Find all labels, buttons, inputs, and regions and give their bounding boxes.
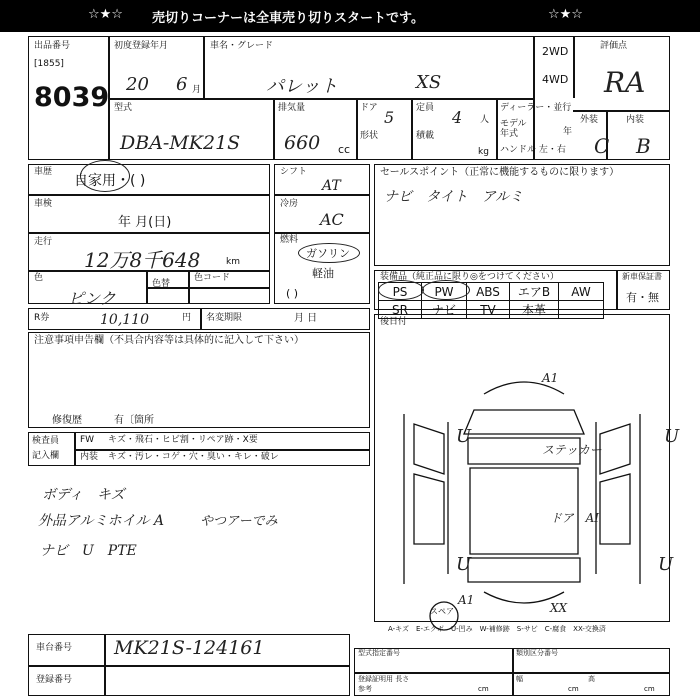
class-label: 類別区分番号 [516, 649, 558, 657]
fuel-circle-mark [298, 243, 360, 263]
displacement-unit: cc [338, 143, 351, 156]
comment-3: ナビ U PTE [40, 543, 137, 559]
shift-value: AT [322, 178, 341, 194]
chassis-value: MK21S-124161 [114, 637, 265, 659]
equip-leather: 本革 [510, 301, 559, 319]
diagram-mark-a1-rear: A1 [458, 593, 475, 607]
displacement-value: 660 [284, 132, 321, 154]
width-label: 幅 [516, 675, 523, 683]
recycle-unit: 円 [182, 313, 192, 323]
diagram-right-front-door [600, 424, 630, 474]
aircon-value: AC [320, 210, 344, 229]
banner-stars-left: ☆★☆ [88, 7, 123, 22]
notes-label: 注意事項申告欄（不具合内容等は具体的に記入して下さい） [34, 335, 304, 346]
recycle-label: R券 [34, 313, 50, 323]
rename-label: 名変期限 [206, 313, 243, 323]
inspection-value: 年 月(日) [118, 215, 172, 230]
doors-value: 5 [384, 108, 395, 127]
top-banner [0, 0, 700, 32]
shift-label: シフト [280, 167, 308, 177]
comment-1: ボディ キズ [42, 487, 125, 503]
recycle-frame [28, 308, 370, 330]
spec-label: 型式指定番号 [358, 649, 400, 657]
diagram-right-rear-door [600, 474, 630, 544]
auction-sheet [28, 36, 680, 696]
diagram-hood [464, 410, 584, 434]
model-year-label: モデル年式 [500, 119, 527, 139]
guarantee-label: 新車保証書 [622, 272, 662, 281]
mileage-value: 12万8千648 [84, 248, 201, 272]
diagram-mark-u-rr: U [658, 554, 674, 575]
lot-sub: [1855] [34, 59, 64, 69]
score-label: 評価点 [600, 41, 628, 51]
fourwd: 4WD [542, 73, 569, 86]
year-unit: 年 [563, 127, 573, 137]
aircon-label: 冷房 [280, 199, 299, 209]
equip-navi: ナビ [422, 301, 467, 319]
ps-circle-mark [378, 280, 424, 300]
repair-value: 有〔箇所 [114, 415, 154, 426]
diagram-rear-window [468, 558, 580, 582]
shape-label: 形状 [360, 131, 379, 141]
exterior-score: C [594, 134, 610, 158]
diagram-left-rear-door [414, 474, 444, 544]
first-reg-label: 初度登録年月 [114, 41, 169, 51]
inspection-label: 車検 [34, 199, 53, 209]
fuel-label: 燃料 [280, 235, 299, 245]
color-change-label: 色替 [152, 279, 171, 289]
recycle-value: 10,110 [100, 312, 149, 328]
history-value: 自家用・( ) [74, 173, 146, 189]
capacity-label: 定員 [416, 103, 435, 113]
comment-2: 外品アルミホイル A [38, 513, 165, 529]
diagram-spare-label: スペア [430, 607, 454, 616]
model-value: DBA-MK21S [120, 132, 241, 154]
first-reg-year: 20 [126, 74, 149, 95]
history-frame [28, 164, 270, 304]
capacity-value: 4 [452, 108, 463, 127]
diagram-mark-u-lf: U [456, 426, 472, 447]
diagram-mark-xx: XX [550, 601, 568, 615]
diagram-mark-u-lr: U [456, 554, 472, 575]
capacity-unit: 人 [480, 115, 490, 125]
fw-label: FW [80, 435, 95, 445]
equip-tv: TV [467, 301, 510, 319]
dealer-label: ディーラー・並行 [500, 103, 572, 113]
banner-title: 売切りコーナーは全車売り切りスタートです。 [152, 11, 424, 26]
sales-point-label: セールスポイント（正常に機能するものに限ります） [380, 167, 620, 178]
rename-value: 月 日 [294, 313, 318, 324]
displacement-label: 排気量 [278, 103, 306, 113]
interior-inspect-text: キズ・汚レ・コゲ・穴・臭い・キレ・破レ [108, 452, 279, 462]
fuel-other: ( ) [286, 287, 299, 300]
equip-airbag: エアB [510, 283, 559, 301]
diagram-mark-door: ドア AI [550, 511, 600, 525]
color-code-label: 色コード [194, 273, 231, 283]
diagram-left-front-door [414, 424, 444, 474]
diagram-mark-u-rf: U [664, 426, 680, 447]
equip-abs: ABS [467, 283, 510, 301]
equipment-label: 装備品（純正品に限り◎をつけてください） [380, 272, 559, 282]
mileage-label: 走行 [34, 237, 53, 247]
banner-stars-right: ☆★☆ [548, 7, 583, 22]
first-reg-month: 6 [176, 74, 188, 95]
interior-label: 内装 [626, 115, 645, 125]
history-label: 車歴 [34, 167, 53, 177]
notes-frame [28, 332, 370, 428]
mileage-unit: km [226, 257, 240, 267]
equip-pw: PW [422, 283, 467, 301]
exterior-label: 外装 [580, 115, 599, 125]
fuel-gas: ガソリン [306, 247, 350, 260]
equip-aw: AW [559, 283, 604, 301]
sales-point-frame [374, 164, 670, 266]
model-label: 型式 [114, 103, 133, 113]
lot-label: 出品番号 [34, 41, 71, 51]
equip-sr: SR [379, 301, 422, 319]
ref-label: 参考 [358, 685, 372, 693]
load-unit: kg [478, 147, 489, 157]
sales-point-value: ナビ タイト アルミ [384, 189, 524, 205]
comment-4: やつアーでみ [200, 514, 278, 529]
history-circle-mark [80, 160, 130, 192]
cert-label: 登録証明用 長さ [358, 675, 410, 683]
pw-circle-mark [422, 280, 470, 300]
twowd: 2WD [542, 45, 569, 58]
color-label: 色 [34, 273, 44, 283]
load-label: 積載 [416, 131, 435, 141]
diagram-mark-a1-front: A1 [542, 371, 559, 385]
interior-score: B [636, 134, 651, 158]
first-reg-month-unit: 月 [192, 85, 202, 95]
damage-legend: A-キズ E-エクボ U-凹み W-補修跡 S-サビ C-腐食 XX-交換済 [388, 625, 606, 633]
car-name: パレット [266, 76, 338, 97]
inspector-label-2: 記入欄 [32, 451, 60, 461]
repair-label: 修復歴 [52, 415, 82, 426]
cm-1: cm [478, 685, 489, 693]
fw-text: キズ・飛石・ヒビ割・リペア跡・X要 [108, 435, 258, 445]
lot-number: 8039 [34, 82, 110, 113]
color-value: ピンク [68, 289, 116, 308]
car-grade: XS [416, 72, 442, 93]
cm-3: cm [644, 685, 655, 693]
car-diagram [374, 314, 680, 622]
diagram-mark-sticker: ステッカー [542, 443, 602, 457]
registration-label: 登録番号 [36, 675, 73, 685]
doors-label: ドア [360, 103, 378, 113]
rear-seat-label: 後日付 [380, 317, 408, 327]
equip-ps: PS [379, 283, 422, 301]
handle-label: ハンドル 左・右 [500, 145, 566, 155]
score-value: RA [604, 66, 646, 99]
chassis-label: 車台番号 [36, 643, 73, 653]
cm-2: cm [568, 685, 579, 693]
interior-inspect-label: 内装 [80, 452, 99, 462]
guarantee-value: 有・無 [626, 291, 659, 304]
car-name-label: 車名・グレード [210, 41, 274, 51]
height-label: 高 [588, 675, 595, 683]
inspector-label-1: 検査員 [32, 436, 60, 446]
fuel-diesel: 軽油 [312, 267, 334, 280]
